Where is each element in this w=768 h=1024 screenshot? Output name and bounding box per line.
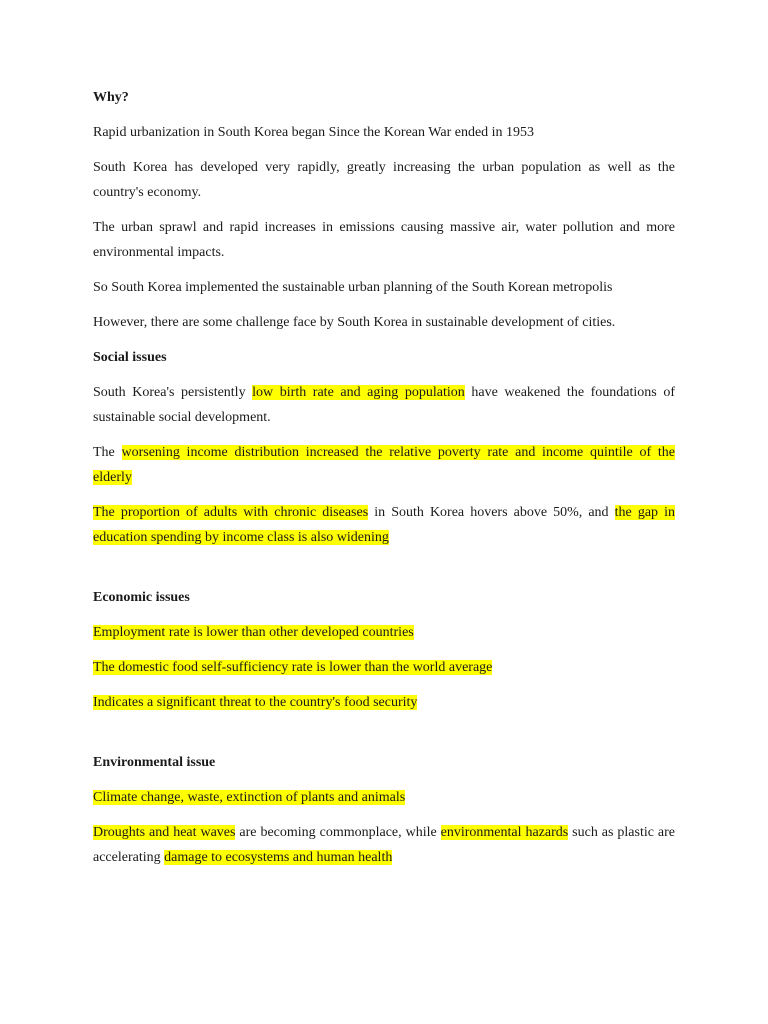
heading-why: Why? <box>93 90 129 105</box>
text-segment: The <box>93 445 122 460</box>
paragraph-challenges: However, there are some challenge face by South Korea in sustainable development of cities. <box>93 315 616 330</box>
paragraph-birth-rate <box>93 380 675 430</box>
heading-social-issues: Social issues <box>93 350 167 365</box>
paragraph-planning: So South Korea implemented the sustainable urban planning of the South Korean metropolis <box>93 280 613 295</box>
paragraph-development: South Korea has developed very rapidly, greatly increasing the urban population as well as the country's economy. <box>93 160 675 200</box>
highlighted-text: the gap in education spending by income class is also widening <box>93 505 675 545</box>
spacer <box>93 560 675 585</box>
paragraph-employment <box>93 620 675 645</box>
text-segment: are becoming commonplace, while <box>235 825 441 840</box>
text-segment: in South Korea hovers above 50%, and <box>368 505 615 520</box>
highlighted-text: The proportion of adults with chronic diseases <box>93 505 369 520</box>
paragraph-climate <box>93 785 675 810</box>
text-segment: such as plastic are accelerating <box>93 825 675 865</box>
paragraph-urbanization: Rapid urbanization in South Korea began Since the Korean War ended in 1953 <box>93 125 535 140</box>
paragraph-chronic-diseases <box>93 500 675 550</box>
highlighted-text: Droughts and heat waves <box>93 825 236 840</box>
highlighted-text: Employment rate is lower than other developed countries <box>93 625 414 640</box>
highlighted-text: worsening income distribution increased the relative poverty rate and income quintile of the elderly <box>93 445 675 485</box>
text-segment: South Korea's persistently <box>93 385 253 400</box>
highlighted-text: low birth rate and aging population <box>252 385 465 400</box>
paragraph-food-sufficiency <box>93 655 675 680</box>
paragraph-income <box>93 440 675 490</box>
highlighted-text: damage to ecosystems and human health <box>164 850 393 865</box>
heading-environmental-issue: Environmental issue <box>93 755 216 770</box>
highlighted-text: Climate change, waste, extinction of plants and animals <box>93 790 406 805</box>
paragraph-droughts <box>93 820 675 870</box>
spacer <box>93 725 675 750</box>
highlighted-text: environmental hazards <box>440 825 569 840</box>
text-segment: have weakened the foundations of sustainable social development. <box>93 385 675 425</box>
highlighted-text: Indicates a significant threat to the country's food security <box>93 695 418 710</box>
paragraph-food-security <box>93 690 675 715</box>
paragraph-sprawl: The urban sprawl and rapid increases in emissions causing massive air, water pollution and more environmental impacts. <box>93 220 675 260</box>
document-page <box>93 85 675 880</box>
highlighted-text: The domestic food self-sufficiency rate is lower than the world average <box>93 660 493 675</box>
heading-economic-issues: Economic issues <box>93 590 190 605</box>
